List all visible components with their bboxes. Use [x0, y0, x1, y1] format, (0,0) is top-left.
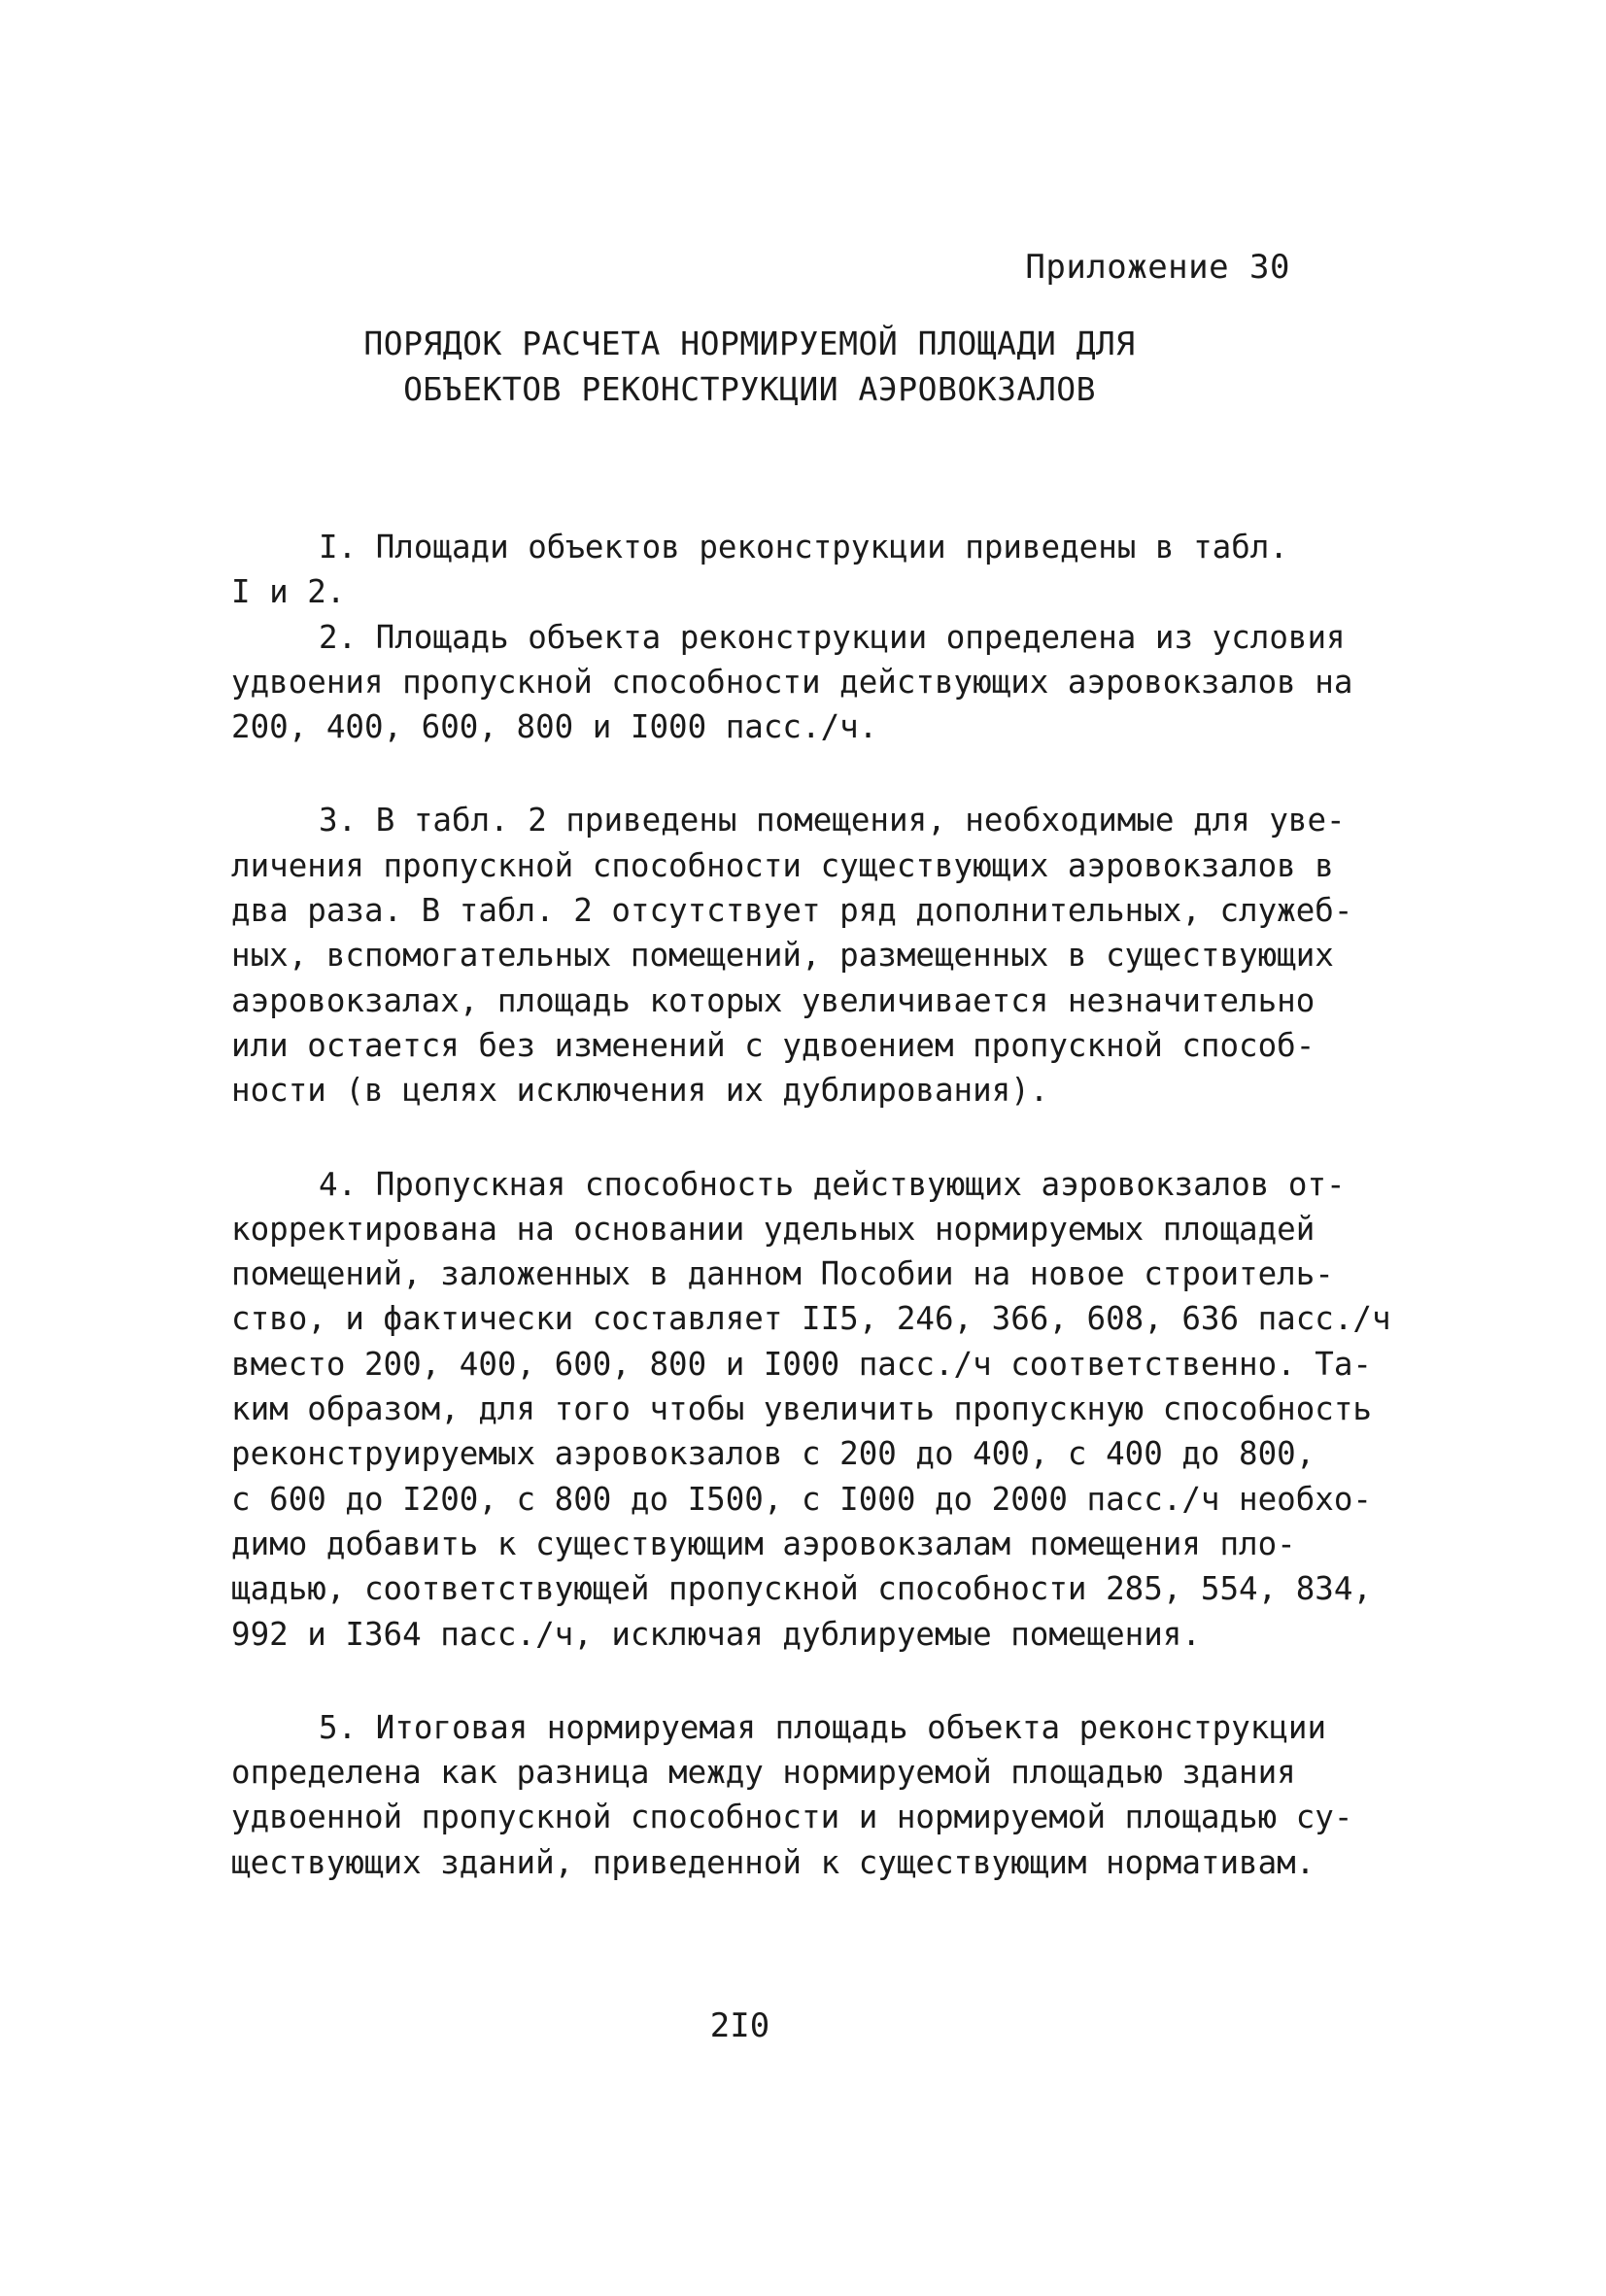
paragraph-line: с 600 до I200, с 800 до I500, с I000 до 2000 пасс./ч необхо- — [231, 1480, 1372, 1518]
paragraph-line: вместо 200, 400, 600, 800 и I000 пасс./ч соответственно. Та- — [231, 1345, 1372, 1383]
paragraph-3 — [231, 798, 1370, 1113]
document-body — [231, 525, 1391, 1885]
paragraph-line: I и 2. — [231, 573, 346, 611]
paragraph-line: 3. В табл. 2 приведены помещения, необходимые для уве- — [319, 802, 1346, 840]
paragraph-line: щадью, соответствующей пропускной способности 285, 554, 834, — [231, 1570, 1372, 1608]
paragraph-line: I. Площади объектов реконструкции приведены в табл. — [319, 529, 1288, 565]
paragraph-line: удвоения пропускной способности действующих аэровокзалов на — [231, 663, 1353, 701]
paragraph-1 — [231, 525, 1370, 615]
paragraph-5 — [231, 1705, 1370, 1885]
paragraph-line: 4. Пропускная способность действующих аэровокзалов от- — [319, 1165, 1346, 1203]
title-line-1: ПОРЯДОК РАСЧЕТА НОРМИРУЕМОЙ ПЛОЩАДИ ДЛЯ — [363, 325, 1136, 362]
paragraph-line: ществующих зданий, приведенной к существующим нормативам. — [231, 1843, 1316, 1881]
document-title — [0, 321, 1606, 412]
paragraph-line: или остается без изменений с удвоением пропускной способ- — [231, 1026, 1316, 1064]
paragraph-line: корректирована на основании удельных нормируемых площадей — [231, 1210, 1316, 1248]
paragraph-line: помещений, заложенных в данном Пособии на новое строитель- — [231, 1255, 1334, 1293]
paragraph-line: реконструируемых аэровокзалов с 200 до 400, с 400 до 800, — [231, 1435, 1316, 1473]
paragraph-line: аэровокзалах, площадь которых увеличивается незначительно — [231, 981, 1316, 1019]
paragraph-4 — [231, 1162, 1391, 1657]
paragraph-line: ким образом, для того чтобы увеличить пропускную способность — [231, 1390, 1372, 1428]
paragraph-line: два раза. В табл. 2 отсутствует ряд дополнительных, служеб- — [231, 892, 1353, 930]
title-line-2: ОБЪЕКТОВ РЕКОНСТРУКЦИИ АЭРОВОКЗАЛОВ — [403, 370, 1096, 408]
paragraph-line: удвоенной пропускной способности и нормируемой площадью су- — [231, 1799, 1353, 1836]
page-number: 2I0 — [709, 2006, 770, 2045]
paragraph-line: ных, вспомогательных помещений, размещенных в существующих — [231, 937, 1334, 975]
paragraph-line: 992 и I364 пасс./ч, исключая дублируемые помещения. — [231, 1615, 1201, 1653]
paragraph-line: 2. Площадь объекта реконструкции определена из условия — [319, 618, 1346, 656]
paragraph-2 — [231, 615, 1370, 750]
appendix-label: Приложение 30 — [1025, 248, 1290, 287]
paragraph-line: 200, 400, 600, 800 и I000 пасс./ч. — [231, 708, 878, 746]
paragraph-line: димо добавить к существующим аэровокзалам помещения пло- — [231, 1525, 1296, 1562]
paragraph-line: 5. Итоговая нормируемая площадь объекта реконструкции — [319, 1708, 1327, 1746]
paragraph-line: личения пропускной способности существующих аэровокзалов в — [231, 846, 1334, 884]
paragraph-line: ство, и фактически составляет II5, 246, 366, 608, 636 пасс./ч — [231, 1300, 1391, 1338]
paragraph-line: ности (в целях исключения их дублирования). — [231, 1072, 1049, 1110]
paragraph-line: определена как разница между нормируемой площадью здания — [231, 1754, 1296, 1792]
